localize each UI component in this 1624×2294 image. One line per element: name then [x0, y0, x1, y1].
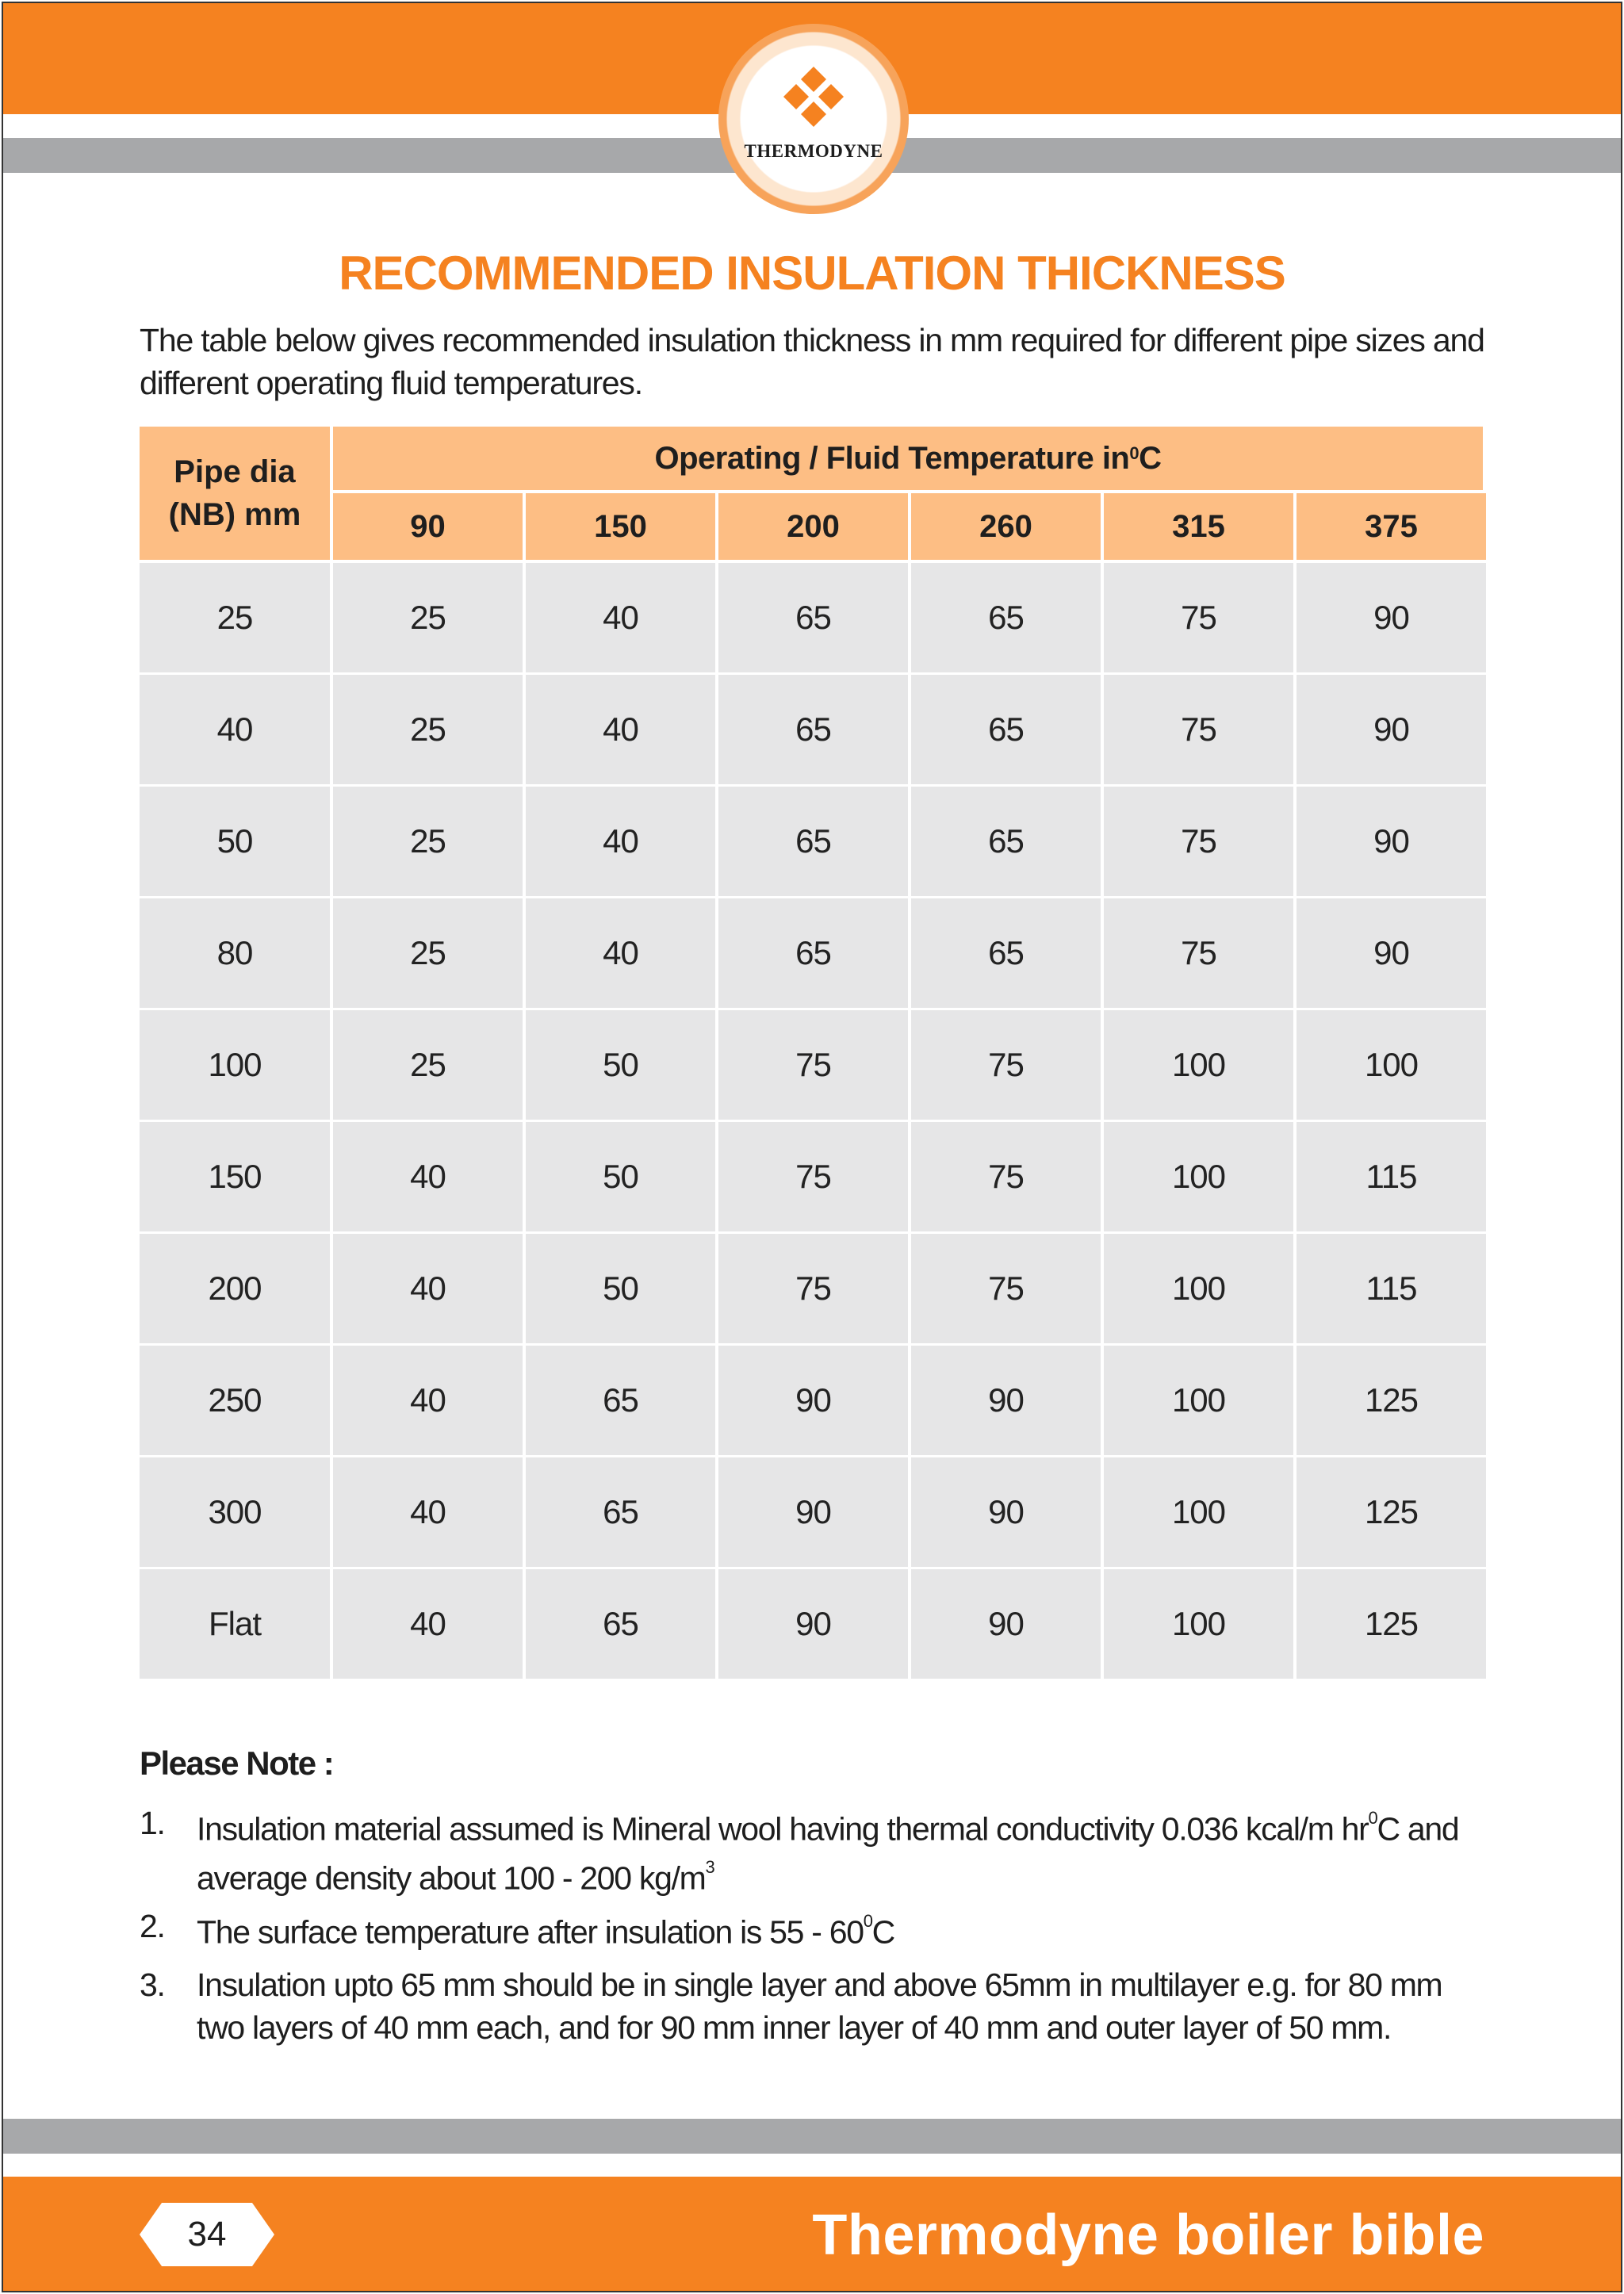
- temperature-group-label: Operating / Fluid Temperature in: [654, 440, 1130, 476]
- thickness-cell: 40: [333, 1122, 523, 1231]
- thickness-cell: 25: [333, 1010, 523, 1120]
- thickness-cell: 40: [333, 1457, 523, 1567]
- temperature-column-header: 200: [718, 493, 908, 560]
- thickness-cell: 90: [911, 1457, 1101, 1567]
- thickness-cell: 75: [718, 1122, 908, 1231]
- thickness-cell: 100: [1104, 1346, 1293, 1455]
- thickness-cell: 65: [526, 1569, 715, 1679]
- thickness-cell: 75: [911, 1010, 1101, 1120]
- note-1-text: [197, 1802, 1497, 1899]
- temperature-column-header: 260: [911, 493, 1101, 560]
- thickness-cell: 125: [1297, 1569, 1486, 1679]
- note-3-text: Insulation upto 65 mm should be in single layer and above 65mm in multilayer e.g. for 80 mm two layers of 40 mm each, and for 90 mm inner layer of 40 mm and outer layer of 50 mm.: [197, 1967, 1442, 2046]
- thickness-cell: 50: [526, 1234, 715, 1343]
- thickness-cell: 65: [718, 675, 908, 784]
- thickness-cell: 100: [1297, 1010, 1486, 1120]
- thickness-cell: 65: [718, 563, 908, 672]
- thickness-cell: 25: [333, 787, 523, 896]
- thickness-cell: 65: [911, 675, 1101, 784]
- thickness-cell: 75: [1104, 787, 1293, 896]
- thickness-cell: 90: [1297, 898, 1486, 1008]
- thickness-cell: 50: [526, 1122, 715, 1231]
- note-2-part-b: C: [871, 1913, 894, 1951]
- note-2-degree: 0: [863, 1911, 872, 1931]
- thickness-cell: 90: [718, 1569, 908, 1679]
- thickness-cell: 100: [1104, 1457, 1293, 1567]
- pipe-dia-header-line1: Pipe dia: [174, 454, 296, 489]
- thickness-cell: 90: [1297, 787, 1486, 896]
- thickness-cell: 115: [1297, 1234, 1486, 1343]
- thickness-cell: 65: [718, 787, 908, 896]
- thickness-cell: 100: [1104, 1569, 1293, 1679]
- note-2-text: [197, 1905, 1497, 1954]
- thickness-cell: 90: [911, 1569, 1101, 1679]
- pipe-dia-cell: 250: [140, 1346, 330, 1455]
- note-1-number: 1.: [140, 1805, 165, 1841]
- thickness-cell: 65: [911, 787, 1101, 896]
- pipe-dia-cell: 50: [140, 787, 330, 896]
- page-title: RECOMMENDED INSULATION THICKNESS: [339, 247, 1285, 300]
- thickness-cell: 25: [333, 675, 523, 784]
- intro-paragraph: The table below gives recommended insulation thickness in mm required for different pipe sizes and different operating fluid temperatures.: [140, 322, 1484, 401]
- pipe-dia-cell: 100: [140, 1010, 330, 1120]
- pipe-dia-cell: 40: [140, 675, 330, 784]
- temperature-column-header: 375: [1297, 493, 1486, 560]
- thickness-cell: 100: [1104, 1234, 1293, 1343]
- thickness-cell: 75: [1104, 675, 1293, 784]
- thickness-cell: 65: [911, 563, 1101, 672]
- note-1-cubed: 3: [705, 1856, 714, 1877]
- note-2-part-a: The surface temperature after insulation is 55 - 60: [197, 1913, 864, 1951]
- notes-title: Please Note :: [140, 1744, 334, 1782]
- thickness-cell: 75: [1104, 563, 1293, 672]
- thickness-cell: 75: [911, 1234, 1101, 1343]
- thickness-cell: 75: [911, 1122, 1101, 1231]
- thickness-cell: 75: [718, 1010, 908, 1120]
- pipe-dia-cell: 25: [140, 563, 330, 672]
- thickness-cell: 40: [526, 563, 715, 672]
- pipe-dia-cell: 300: [140, 1457, 330, 1567]
- temperature-group-header: [333, 427, 1483, 490]
- thickness-cell: 90: [1297, 563, 1486, 672]
- page-number: 34: [187, 2215, 227, 2254]
- thickness-cell: 115: [1297, 1122, 1486, 1231]
- thickness-cell: 90: [718, 1346, 908, 1455]
- pipe-dia-cell: Flat: [140, 1569, 330, 1679]
- temperature-column-header: 90: [333, 493, 523, 560]
- thickness-cell: 40: [333, 1346, 523, 1455]
- thickness-cell: 100: [1104, 1010, 1293, 1120]
- degree-superscript: 0: [1129, 443, 1139, 463]
- logo-diamonds-icon: [766, 67, 861, 138]
- thickness-cell: 40: [526, 675, 715, 784]
- thickness-cell: 40: [333, 1234, 523, 1343]
- footer-gray-band: [3, 2119, 1621, 2154]
- note-1-degree: 0: [1368, 1808, 1377, 1828]
- thickness-cell: 125: [1297, 1457, 1486, 1567]
- thickness-cell: 65: [526, 1457, 715, 1567]
- thickness-cell: 65: [911, 898, 1101, 1008]
- temperature-unit: C: [1139, 440, 1162, 476]
- note-2-number: 2.: [140, 1908, 165, 1944]
- thickness-cell: 75: [1104, 898, 1293, 1008]
- note-1-part-b: C and average density about 100 - 200 kg/m: [197, 1810, 1459, 1897]
- thickness-cell: 100: [1104, 1122, 1293, 1231]
- thickness-cell: 40: [333, 1569, 523, 1679]
- logo-text: THERMODYNE: [744, 141, 883, 161]
- thickness-cell: 25: [333, 898, 523, 1008]
- thickness-cell: 40: [526, 898, 715, 1008]
- pipe-dia-cell: 200: [140, 1234, 330, 1343]
- pipe-dia-header-line2: (NB) mm: [168, 497, 301, 532]
- note-3-number: 3.: [140, 1967, 165, 2003]
- thickness-cell: 125: [1297, 1346, 1486, 1455]
- pipe-dia-cell: 150: [140, 1122, 330, 1231]
- pipe-dia-header: [140, 427, 330, 560]
- pipe-dia-cell: 80: [140, 898, 330, 1008]
- temperature-column-header: 315: [1104, 493, 1293, 560]
- note-1-part-a: Insulation material assumed is Mineral wool having thermal conductivity 0.036 kcal/m hr: [197, 1810, 1369, 1848]
- thickness-cell: 65: [526, 1346, 715, 1455]
- temperature-column-header: 150: [526, 493, 715, 560]
- thickness-cell: 50: [526, 1010, 715, 1120]
- thickness-cell: 90: [911, 1346, 1101, 1455]
- footer-title: Thermodyne boiler bible: [812, 2204, 1484, 2267]
- thickness-cell: 90: [1297, 675, 1486, 784]
- thickness-cell: 75: [718, 1234, 908, 1343]
- thickness-cell: 65: [718, 898, 908, 1008]
- thickness-cell: 40: [526, 787, 715, 896]
- thickness-cell: 25: [333, 563, 523, 672]
- thickness-cell: 90: [718, 1457, 908, 1567]
